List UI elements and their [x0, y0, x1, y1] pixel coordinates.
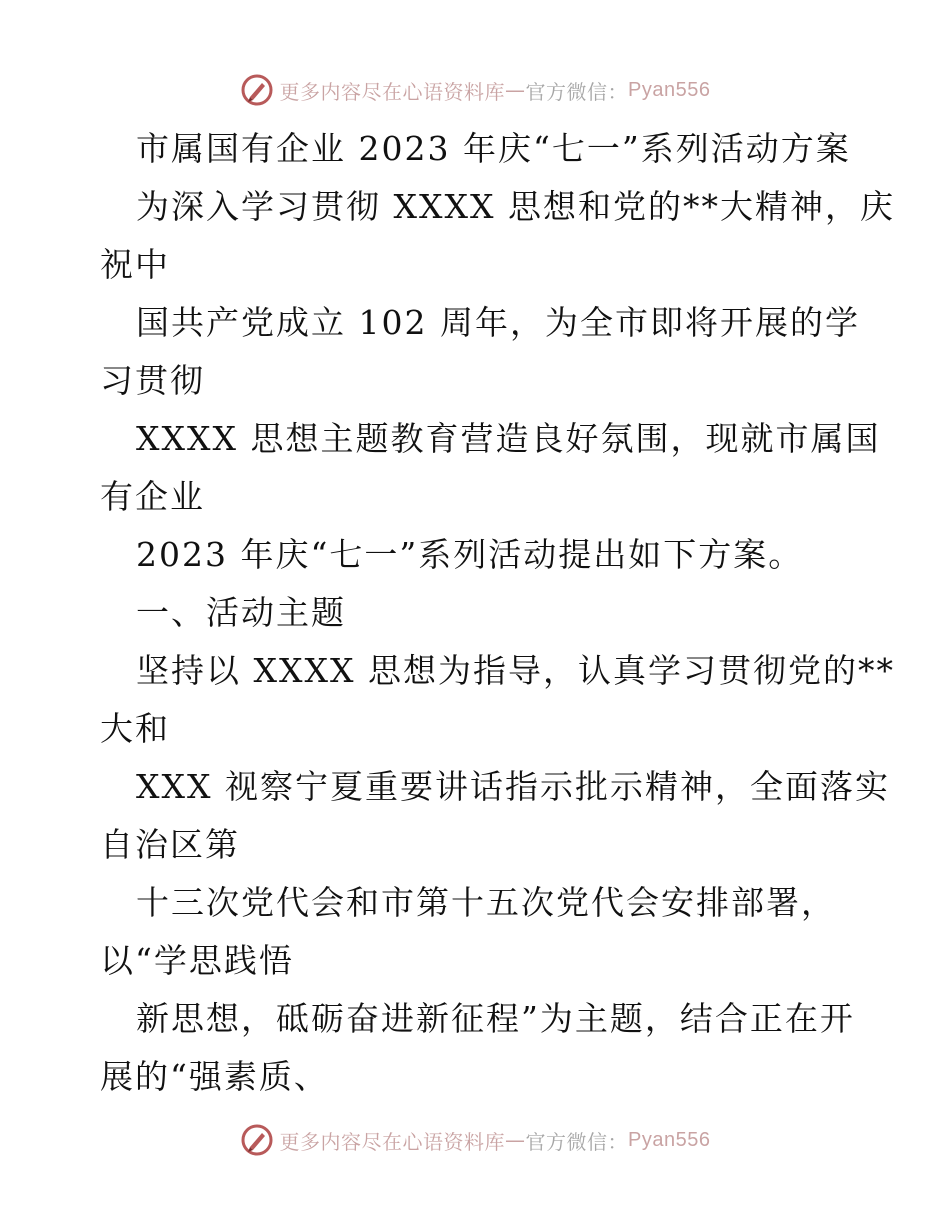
footer-watermark	[0, 1120, 950, 1160]
paragraph-line: 以“学思践悟	[100, 941, 294, 980]
watermark-contact: 官方微信：	[525, 79, 629, 104]
paragraph-line: 自治区第	[100, 825, 240, 864]
document-title: 市属国有企业 2023 年庆“七一”系列活动方案	[136, 129, 851, 168]
paragraph-line: XXX 视察宁夏重要讲话指示批示精神，全面落实	[136, 767, 890, 806]
pen-circle-logo-icon	[240, 1123, 274, 1157]
paragraph-line: 为深入学习贯彻 XXXX 思想和党的**大精神，庆	[136, 187, 895, 226]
watermark-id: Pyan556	[628, 1128, 711, 1151]
paragraph-line: 十三次党代会和市第十五次党代会安排部署，	[136, 883, 836, 922]
watermark-separator: —	[505, 78, 526, 102]
document-body	[100, 120, 895, 1106]
watermark-contact: 官方微信：	[525, 1129, 629, 1154]
watermark-separator: —	[505, 1128, 526, 1152]
paragraph-line: 2023 年庆“七一”系列活动提出如下方案。	[136, 535, 804, 574]
paragraph-line: XXXX 思想主题教育营造良好氛围，现就市属国	[136, 419, 881, 458]
paragraph-line: 展的“强素质、	[100, 1057, 329, 1096]
section-heading: 一、活动主题	[136, 593, 346, 632]
watermark-text: 更多内容尽在心语资料库	[279, 1129, 506, 1154]
paragraph-line: 坚持以 XXXX 思想为指导，认真学习贯彻党的**	[136, 651, 895, 690]
header-watermark	[0, 70, 950, 110]
pen-circle-logo-icon	[240, 73, 274, 107]
paragraph-line: 祝中	[100, 245, 170, 284]
watermark-id: Pyan556	[628, 78, 711, 101]
watermark-text: 更多内容尽在心语资料库	[279, 79, 506, 104]
paragraph-line: 有企业	[100, 477, 205, 516]
paragraph-line: 大和	[100, 709, 170, 748]
paragraph-line: 新思想，砥砺奋进新征程”为主题，结合正在开	[136, 999, 855, 1038]
paragraph-line: 国共产党成立 102 周年，为全市即将开展的学	[136, 303, 860, 342]
paragraph-line: 习贯彻	[100, 361, 205, 400]
